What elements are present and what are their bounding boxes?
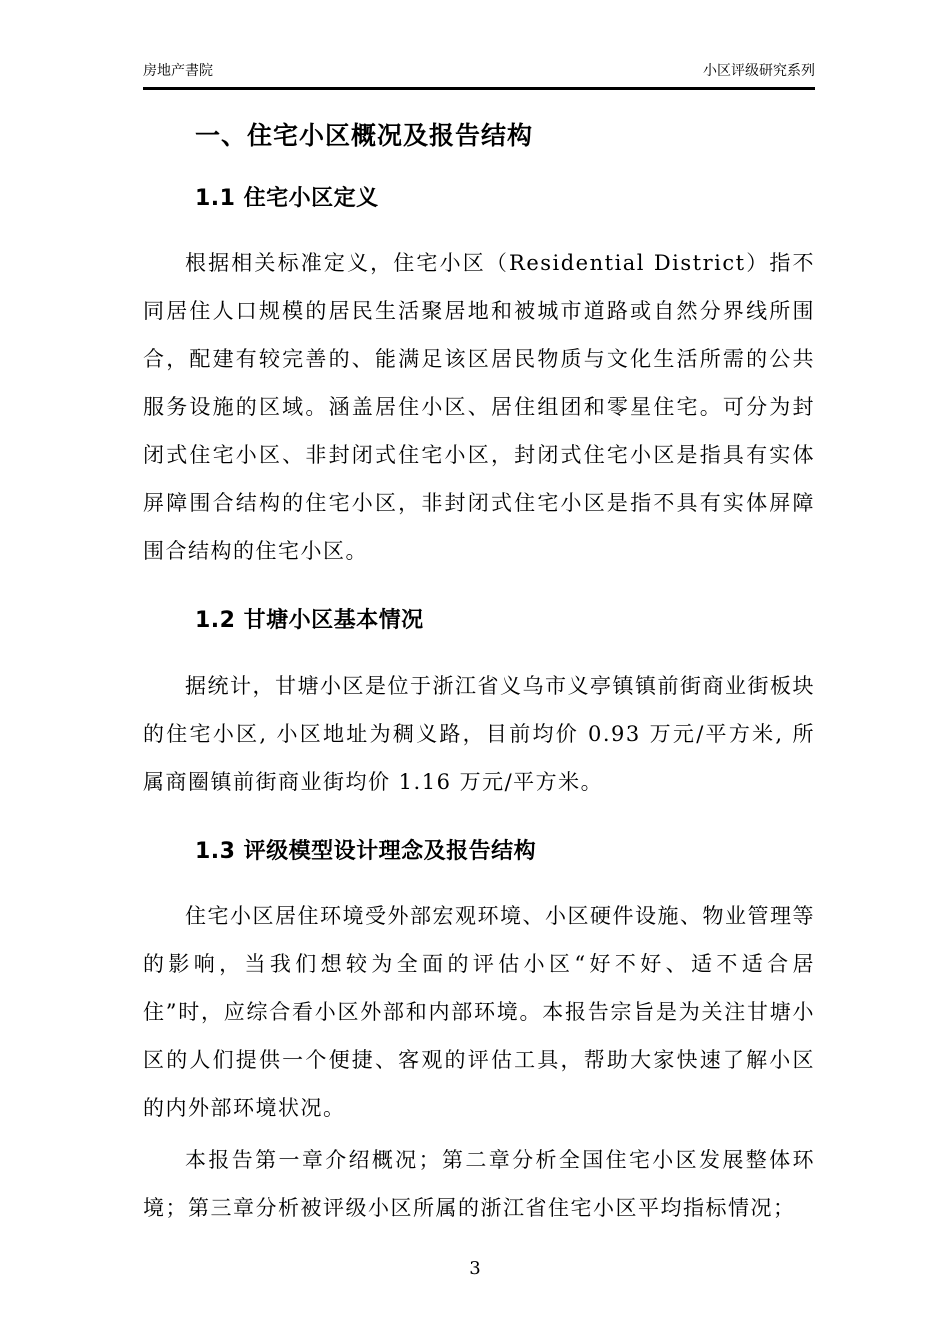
header-left-text: 房地产書院	[143, 63, 213, 79]
section-1-2-paragraph: 据统计，甘塘小区是位于浙江省义乌市义亭镇镇前街商业街板块的住宅小区, 小区地址为稠义路，目前均价 0.93 万元/平方米, 所属商圈镇前街商业街均价 1.16 万元/平方米。	[143, 673, 815, 794]
section-1-2	[143, 607, 815, 806]
section-1-1-paragraph: 根据相关标准定义，住宅小区（Residential District）指不同居住人口规模的居民生活聚居地和被城市道路或自然分界线所围合，配建有较完善的、能满足该区居民物质与文化生活所需的公共服务设施的区域。涵盖居住小区、居住组团和零星住宅。可分为封闭式住宅小区、非封闭式住宅小区，封闭式住宅小区是指具有实体屏障围合结构的住宅小区，非封闭式住宅小区是指不具有实体屏障围合结构的住宅小区。	[143, 251, 815, 564]
section-1-2-heading: 1.2 甘塘小区基本情况	[195, 608, 424, 634]
header-right-text: 小区评级研究系列	[703, 63, 815, 79]
section-1-3-paragraph-1: 住宅小区居住环境受外部宏观环境、小区硬件设施、物业管理等的影响，当我们想较为全面的评估小区“好不好、适不适合居住”时，应综合看小区外部和内部环境。本报告宗旨是为关注甘塘小区的人们提供一个便捷、客观的评估工具，帮助大家快速了解小区的内外部环境状况。	[143, 904, 815, 1121]
section-1-1-heading: 1.1 住宅小区定义	[195, 185, 379, 211]
page-content	[143, 90, 815, 1232]
section-1-3-paragraph-2: 本报告第一章介绍概况；第二章分析全国住宅小区发展整体环境；第三章分析被评级小区所属的浙江省住宅小区平均指标情况；	[143, 1148, 815, 1221]
page-footer	[0, 1258, 950, 1279]
page-header	[143, 60, 815, 90]
page-number: 3	[469, 1258, 481, 1279]
section-1-3	[143, 838, 815, 1233]
section-1-1	[143, 185, 815, 576]
section-1-3-heading: 1.3 评级模型设计理念及报告结构	[195, 838, 537, 864]
chapter-title: 一、住宅小区概况及报告结构	[195, 121, 534, 150]
